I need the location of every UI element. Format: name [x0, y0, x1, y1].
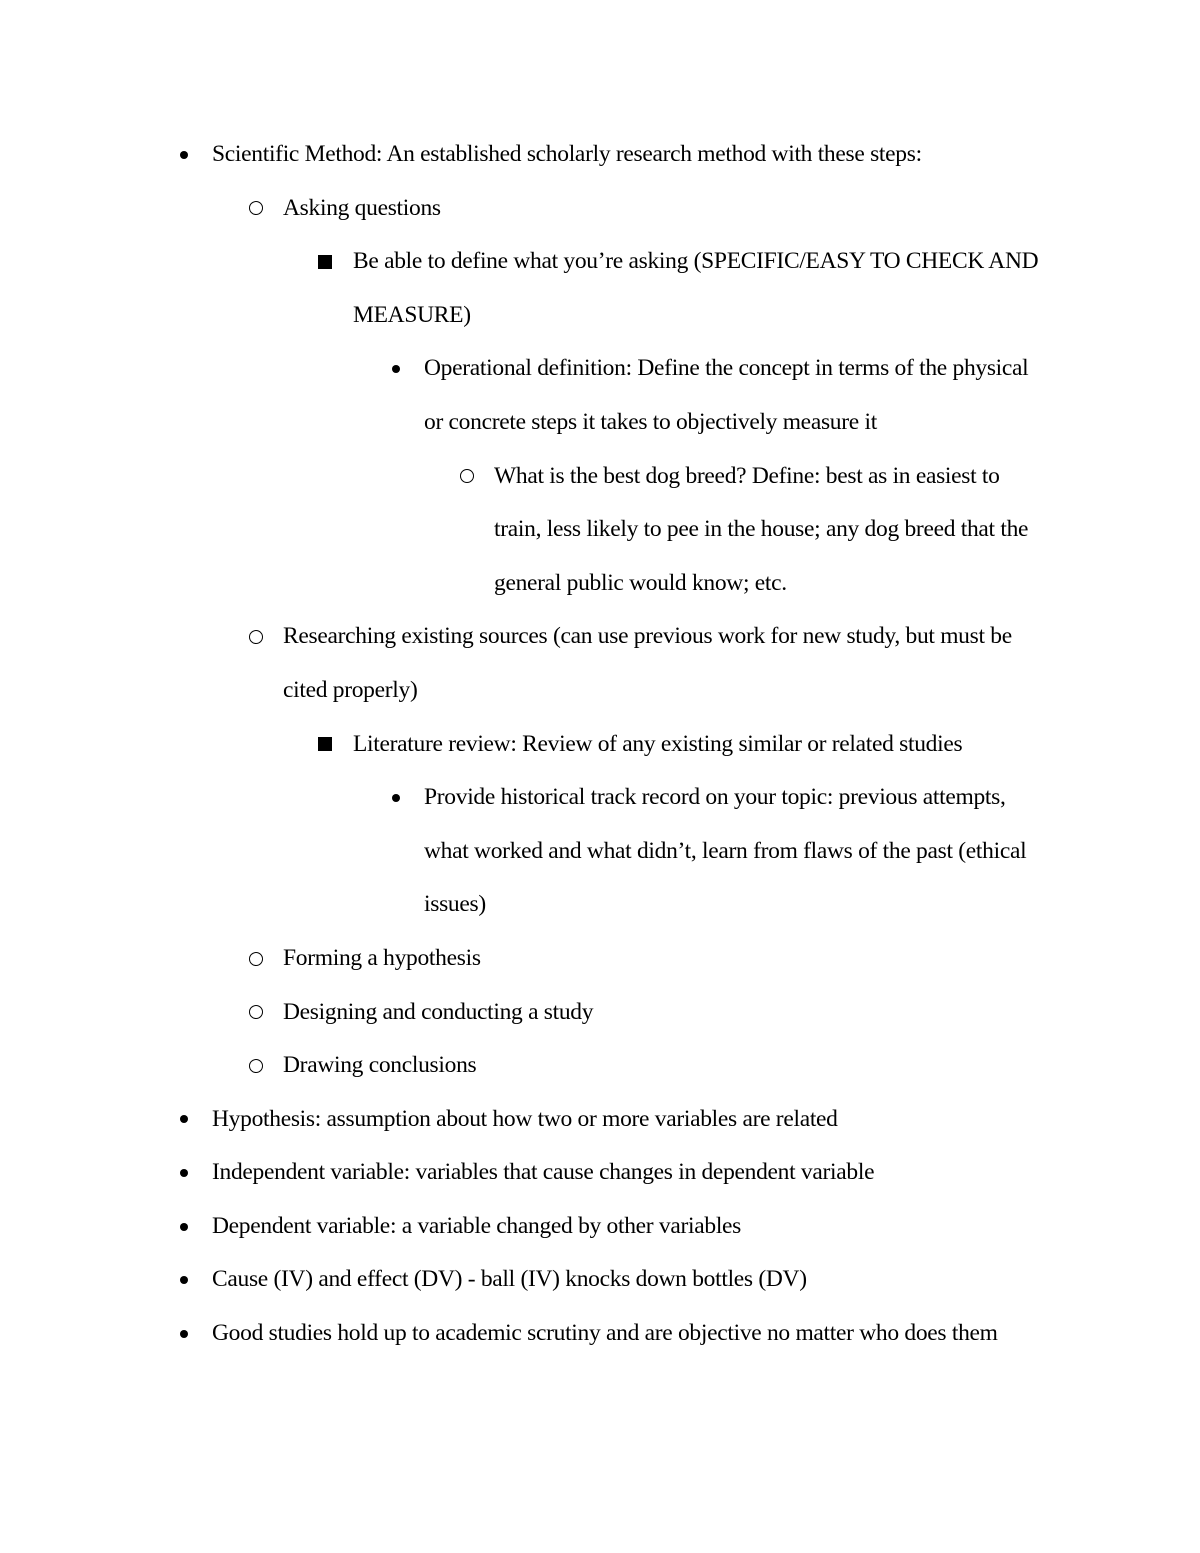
bullet-circle-icon [457, 450, 477, 504]
list-item-text: Drawing conclusions [283, 1052, 477, 1079]
list-item-text: Literature review: Review of any existing similar or related studies [353, 730, 963, 757]
bullet-dot-icon [174, 1200, 194, 1254]
list-item-text: Dependent variable: a variable changed by other variables [212, 1212, 742, 1239]
list-item [494, 450, 1049, 611]
list-item [212, 1253, 1052, 1307]
list-item [424, 771, 1049, 932]
list-item-text: Cause (IV) and effect (DV) - ball (IV) knocks down bottles (DV) [212, 1266, 807, 1293]
list-item-text: Hypothesis: assumption about how two or more variables are related [212, 1105, 838, 1132]
list-item-text: Scientific Method: An established scholarly research method with these steps: [212, 141, 922, 167]
list-item-text: Good studies hold up to academic scrutiny and are objective no matter who does them [212, 1320, 998, 1347]
bullet-dot-icon [386, 771, 406, 825]
list-item-text: Operational definition: Define the concept in terms of the physical or concrete steps it takes to objectively measure it [424, 355, 1029, 435]
list-item [283, 182, 1043, 236]
bullet-square-icon [315, 718, 335, 772]
list-item-text: Provide historical track record on your topic: previous attempts, what worked and what didn’t, learn from flaws of the past (ethical issues) [424, 784, 1027, 918]
list-item [212, 1093, 1052, 1147]
bullet-dot-icon [174, 1253, 194, 1307]
list-item-text: Be able to define what you’re asking (SPECIFIC/EASY TO CHECK AND MEASURE) [353, 248, 1039, 328]
list-item-text: Asking questions [283, 194, 441, 221]
bullet-circle-icon [246, 986, 266, 1040]
bullet-dot-icon [174, 128, 194, 182]
list-item [353, 235, 1053, 342]
list-item [283, 932, 1043, 986]
bullet-square-icon [315, 235, 335, 289]
bullet-dot-icon [174, 1146, 194, 1200]
list-item-text: Forming a hypothesis [283, 944, 481, 971]
bullet-circle-icon [246, 932, 266, 986]
list-item [283, 610, 1043, 717]
list-item [212, 1146, 1052, 1200]
list-item [424, 342, 1049, 449]
list-item [212, 128, 1052, 182]
list-item [212, 1200, 1052, 1254]
notes-outline [0, 128, 1200, 1361]
list-item-text: Designing and conducting a study [283, 998, 594, 1025]
list-item-text: Independent variable: variables that cause changes in dependent variable [212, 1159, 875, 1186]
list-item [212, 1307, 1052, 1361]
bullet-circle-icon [246, 1039, 266, 1093]
list-item-text: Researching existing sources (can use previous work for new study, but must be cited properly) [283, 623, 1012, 703]
bullet-circle-icon [246, 610, 266, 664]
list-item [353, 718, 1053, 772]
list-item [283, 1039, 1043, 1093]
bullet-dot-icon [174, 1093, 194, 1147]
list-item [283, 986, 1043, 1040]
bullet-dot-icon [386, 342, 406, 396]
list-item-text: What is the best dog breed? Define: best as in easiest to train, less likely to pee in the house; any dog breed that the general public would know; etc. [494, 462, 1029, 596]
bullet-circle-icon [246, 182, 266, 236]
bullet-dot-icon [174, 1307, 194, 1361]
